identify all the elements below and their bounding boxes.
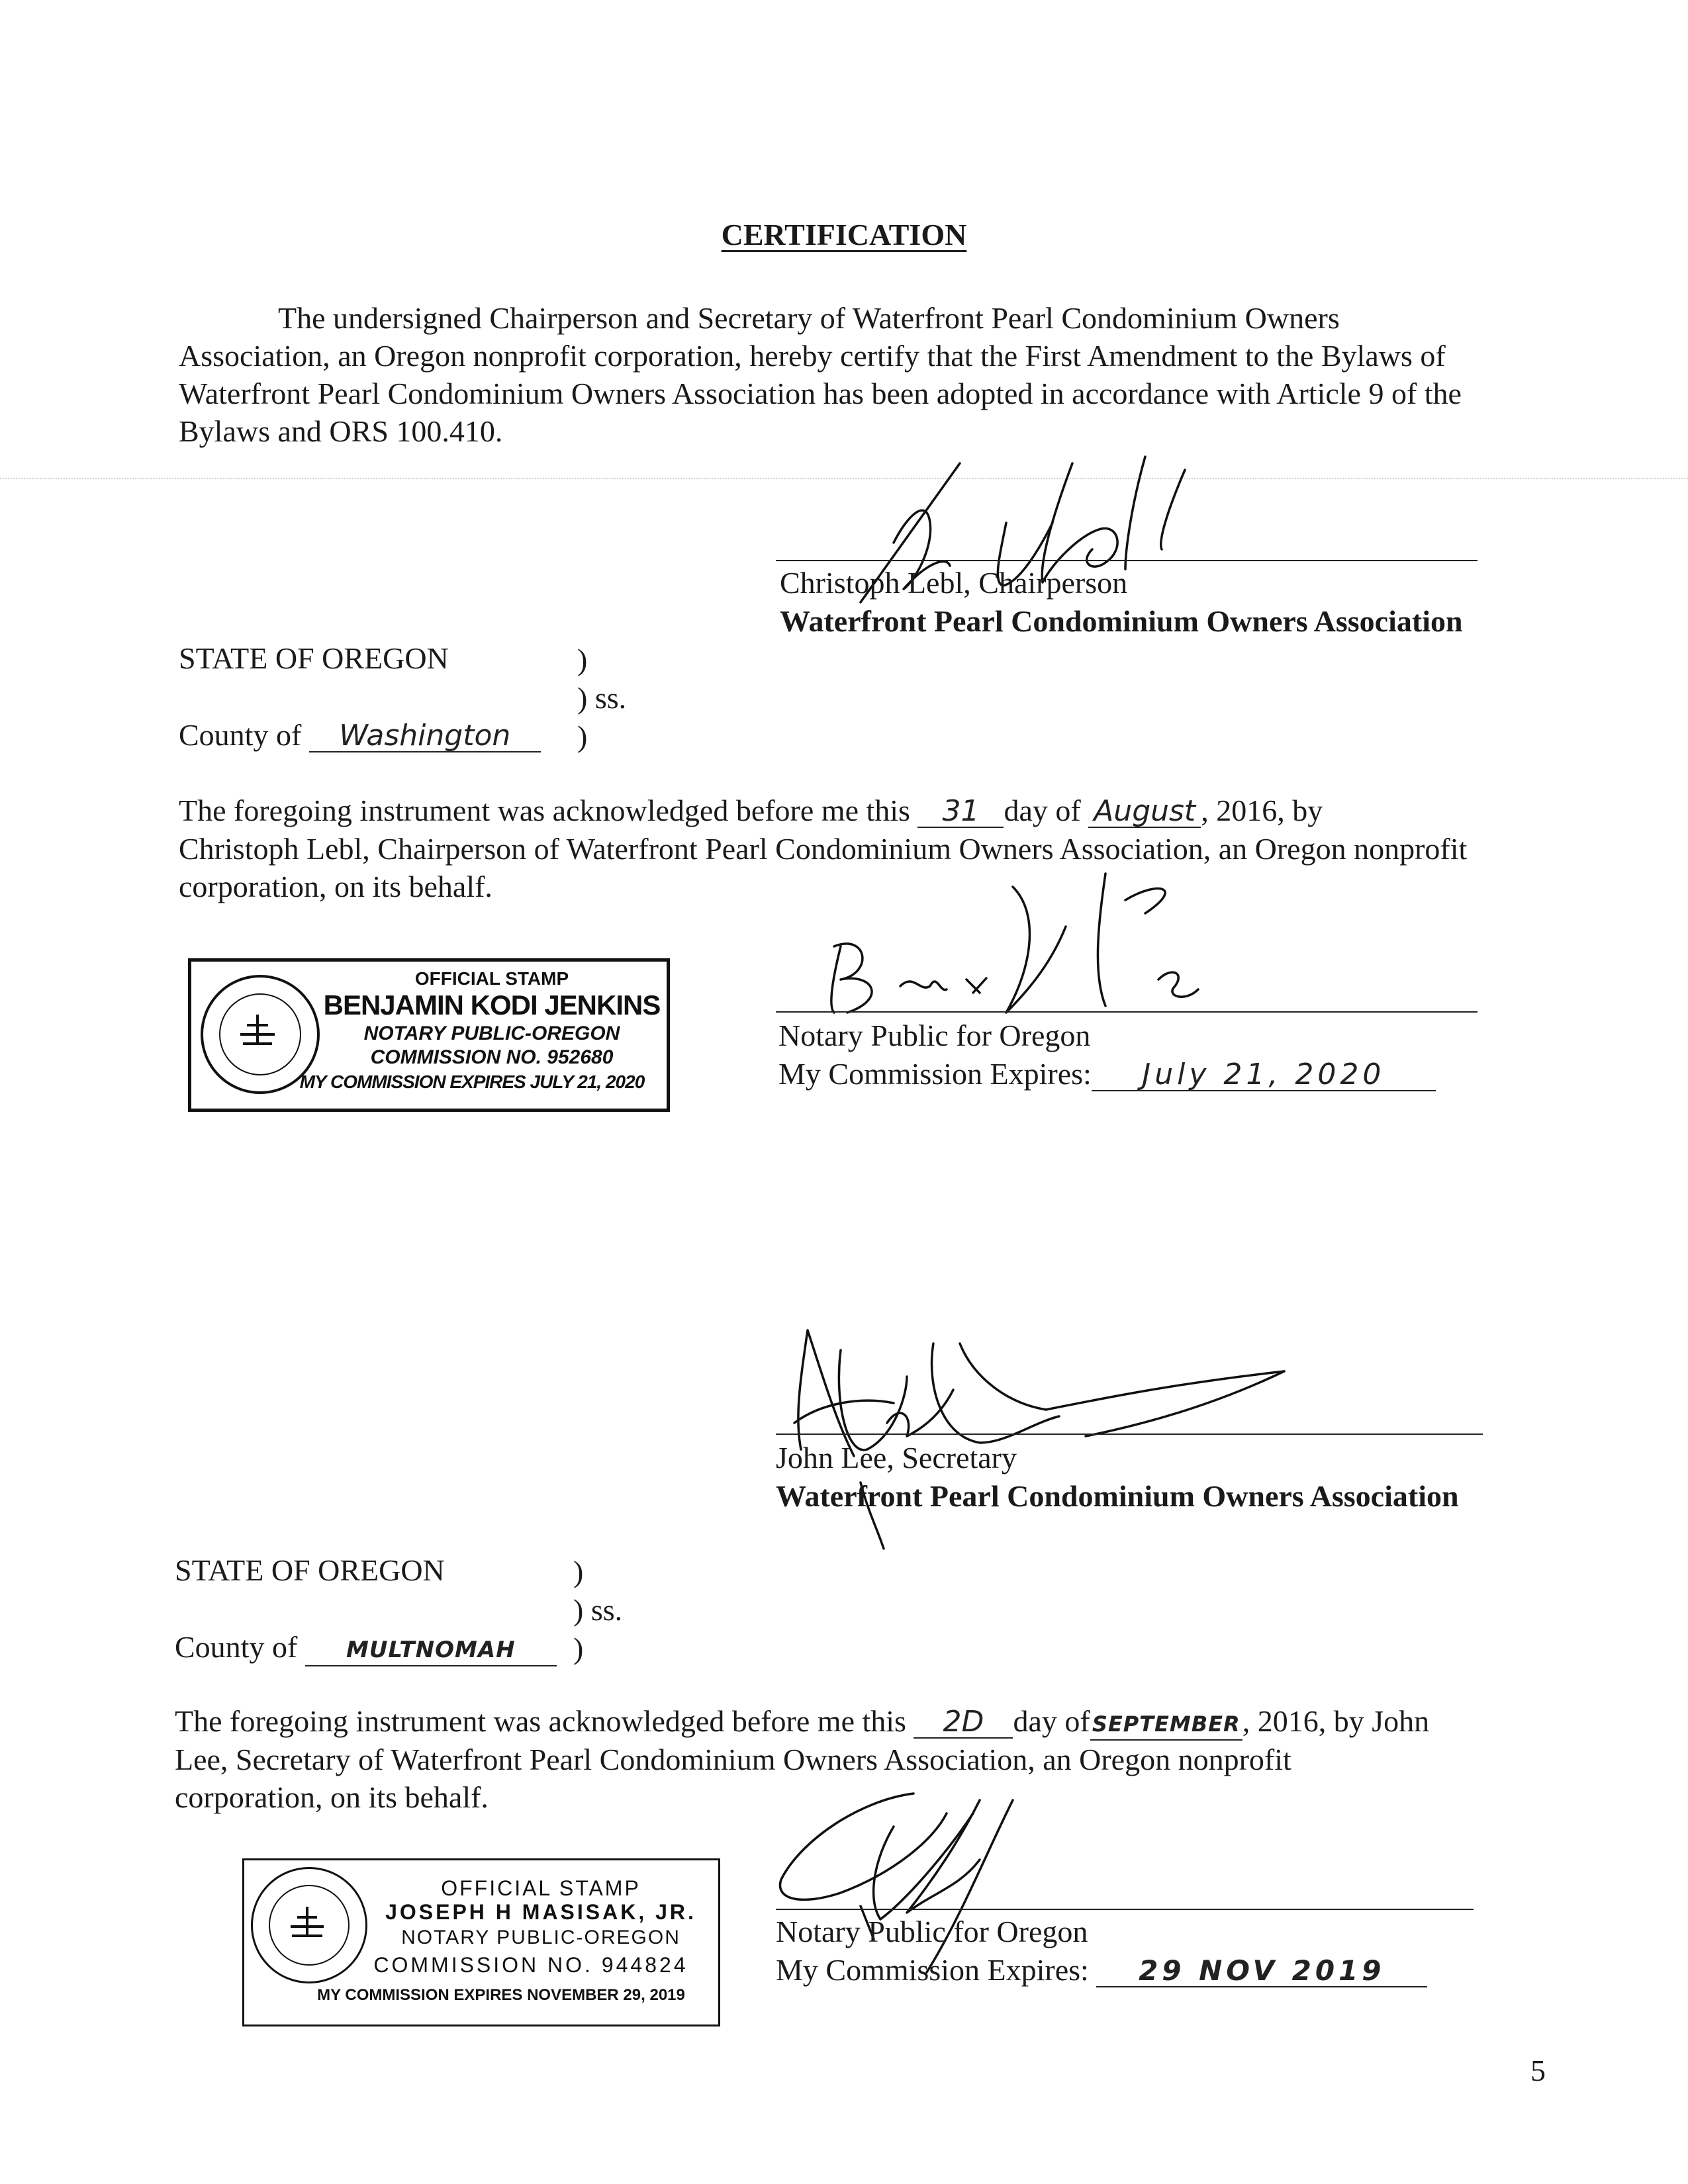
day-field (917, 796, 1004, 828)
notary-stamp (242, 1858, 720, 2026)
secretary-organization: Waterfront Pearl Condominium Owners Association (776, 1479, 1459, 1513)
county-field (309, 720, 541, 752)
secretary-signature-line (776, 1433, 1483, 1435)
expires-value: 29 NOV 2019 (1139, 1954, 1385, 1987)
commission-expires-row (778, 1055, 1436, 1093)
county-row (175, 1628, 557, 1666)
day-field (914, 1706, 1013, 1739)
acknowledgment-rest: Lee, Secretary of Waterfront Pearl Condominium Owners Association, an Oregon nonprofit corporation, on its behalf. (175, 1743, 1291, 1814)
expires-field (1092, 1059, 1436, 1091)
stamp-line: NOTARY PUBLIC-OREGON (401, 1927, 680, 1948)
acknowledgment-line (175, 1702, 1429, 1741)
county-label: County of (179, 718, 302, 752)
expires-label: My Commission Expires: (776, 1953, 1089, 1987)
county-value: MULTNOMAH (346, 1637, 516, 1663)
stamp-line: OFFICIAL STAMP (441, 1876, 641, 1900)
county-row (179, 716, 541, 754)
acknowledgment-rest: Christoph Lebl, Chairperson of Waterfront Pearl Condominium Owners Association, an Oregon nonprofit corporation, on its behalf. (179, 832, 1468, 903)
paren: ) (577, 719, 588, 753)
county-value: Washington (339, 719, 511, 752)
ack-suffix: , 2016, by John (1242, 1704, 1430, 1738)
chair-organization: Waterfront Pearl Condominium Owners Association (780, 604, 1463, 638)
expires-label: My Commission Expires: (778, 1057, 1092, 1091)
page-number: 5 (1530, 2054, 1546, 2087)
stamp-line: COMMISSION NO. 952680 (370, 1046, 614, 1068)
ack-prefix: The foregoing instrument was acknowledged before me this (175, 1704, 906, 1738)
county-field (305, 1632, 557, 1666)
stamp-line: BENJAMIN KODI JENKINS (323, 989, 661, 1021)
notary-public-label: Notary Public for Oregon (778, 1019, 1091, 1052)
chair-signature-line (776, 560, 1477, 561)
notary-public-label: Notary Public for Oregon (776, 1915, 1088, 1948)
month-field (1088, 796, 1201, 828)
month-value: August (1094, 794, 1196, 828)
month-value: SEPTEMBER (1092, 1711, 1241, 1737)
paren: ) (573, 1555, 584, 1588)
state-label: STATE OF OREGON (175, 1553, 445, 1587)
secretary-signer-name: John Lee, Secretary (776, 1441, 1017, 1475)
stamp-line: MY COMMISSION EXPIRES NOVEMBER 29, 2019 (317, 1986, 685, 2004)
acknowledgment-line (179, 792, 1323, 830)
month-field (1090, 1706, 1243, 1741)
day-value: 31 (942, 794, 980, 828)
ack-prefix: The foregoing instrument was acknowledged before me this (179, 794, 910, 827)
ss-label: ) ss. (573, 1593, 623, 1627)
county-label: County of (175, 1630, 298, 1664)
document-title: CERTIFICATION (721, 218, 967, 251)
stamp-line: JOSEPH H MASISAK, JR. (385, 1900, 696, 1924)
expires-value: July 21, 2020 (1142, 1058, 1385, 1091)
notary-signature-line (776, 1909, 1474, 1910)
notary-signature (814, 860, 1225, 1019)
notary-signature-line (776, 1011, 1477, 1013)
stamp-line: OFFICIAL STAMP (414, 968, 569, 989)
paren: ) (573, 1631, 584, 1665)
notary-stamp (188, 958, 670, 1112)
ack-suffix: , 2016, by (1201, 794, 1323, 827)
chair-signer-name: Christoph Lebl, Chairperson (780, 566, 1128, 600)
day-of-label: day of (1013, 1704, 1090, 1738)
day-of-label: day of (1004, 794, 1081, 827)
intro-paragraph: The undersigned Chairperson and Secretary of Waterfront Pearl Condominium Owners Association, an Oregon nonprofit corporation, hereby certify that the First Amendment to the Bylaws of Waterfront Pearl Condominium Owners Association has been adopted in accordance with Article 9 of the Bylaws and ORS 100.410. (179, 301, 1462, 448)
expires-field (1096, 1955, 1427, 1987)
stamp-line: COMMISSION NO. 944824 (373, 1953, 688, 1977)
stamp-line: NOTARY PUBLIC-OREGON (363, 1023, 620, 1044)
commission-expires-row (776, 1951, 1427, 1989)
state-label: STATE OF OREGON (179, 641, 449, 675)
stamp-line: MY COMMISSION EXPIRES JULY 21, 2020 (299, 1071, 645, 1092)
paren: ) (577, 643, 588, 676)
ss-label: ) ss. (577, 681, 627, 715)
day-value: 2D (943, 1705, 984, 1739)
